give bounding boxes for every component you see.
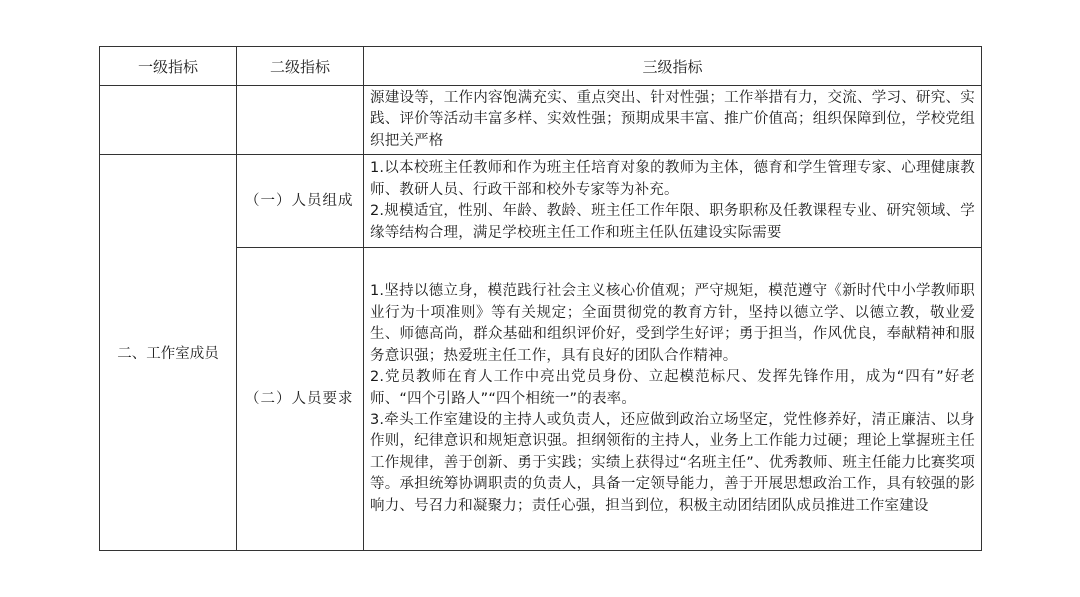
continued-level2-cell	[237, 86, 364, 155]
continued-level3-text: 源建设等，工作内容饱满充实、重点突出、针对性强；工作举措有力，交流、学习、研究、实践、评价等活动丰富多样、实效性强；预期成果丰富、推广价值高；组织保障到位，学校党组织把关严格	[370, 90, 975, 149]
header-level3: 三级指标	[364, 47, 982, 86]
requirements-label: （二）人员要求	[245, 391, 354, 408]
composition-label: （一）人员组成	[245, 193, 354, 210]
requirements-item: 1.坚持以德立身，模范践行社会主义核心价值观；严守规矩，模范遵守《新时代中小学教师职业行为十项准则》等有关规定；全面贯彻党的教育方针，坚持以德立学、以德立教，敬业爱生、师德高尚，群众基础和组织评价好，受到学生好评；勇于担当，作风优良，奉献精神和服务意识强；热爱班主任工作，具有良好的团队合作精神。	[370, 283, 975, 364]
composition-item: 1.以本校班主任教师和作为班主任培育对象的教师为主体，德育和学生管理专家、心理健康教师、教研人员、行政干部和校外专家等为补充。	[370, 160, 975, 198]
section2-level1-label: 二、工作室成员	[117, 346, 219, 363]
composition-level2-cell	[237, 155, 364, 248]
requirements-level2-cell	[237, 248, 364, 551]
header-row	[100, 47, 982, 86]
indicator-table-page	[99, 46, 981, 551]
composition-level3-cell	[364, 155, 982, 248]
indicator-table	[99, 46, 982, 551]
composition-item: 2.规模适宜，性别、年龄、教龄、班主任工作年限、职务职称及任教课程专业、研究领域、学缘等结构合理，满足学校班主任工作和班主任队伍建设实际需要	[370, 203, 975, 241]
header-level1: 一级指标	[100, 47, 237, 86]
continued-row	[100, 86, 982, 155]
composition-row	[100, 155, 982, 248]
requirements-level3-cell	[364, 248, 982, 551]
continued-level1-cell	[100, 86, 237, 155]
section2-level1-cell	[100, 155, 237, 551]
continued-level3-cell	[364, 86, 982, 155]
requirements-item: 3.牵头工作室建设的主持人或负责人，还应做到政治立场坚定，党性修养好，清正廉洁、以身作则，纪律意识和规矩意识强。担纲领衔的主持人，业务上工作能力过硬；理论上掌握班主任工作规律，善于创新、勇于实践；实绩上获得过“名班主任”、优秀教师、班主任能力比赛奖项等。承担统筹协调职责的负责人，具备一定领导能力，善于开展思想政治工作，具有较强的影响力、号召力和凝聚力；责任心强，担当到位，积极主动团结团队成员推进工作室建设	[370, 411, 975, 514]
requirements-item: 2.党员教师在育人工作中亮出党员身份、立起模范标尺、发挥先锋作用，成为“四有”好老师、“四个引路人”“四个相统一”的表率。	[370, 369, 975, 407]
header-level2: 二级指标	[237, 47, 364, 86]
